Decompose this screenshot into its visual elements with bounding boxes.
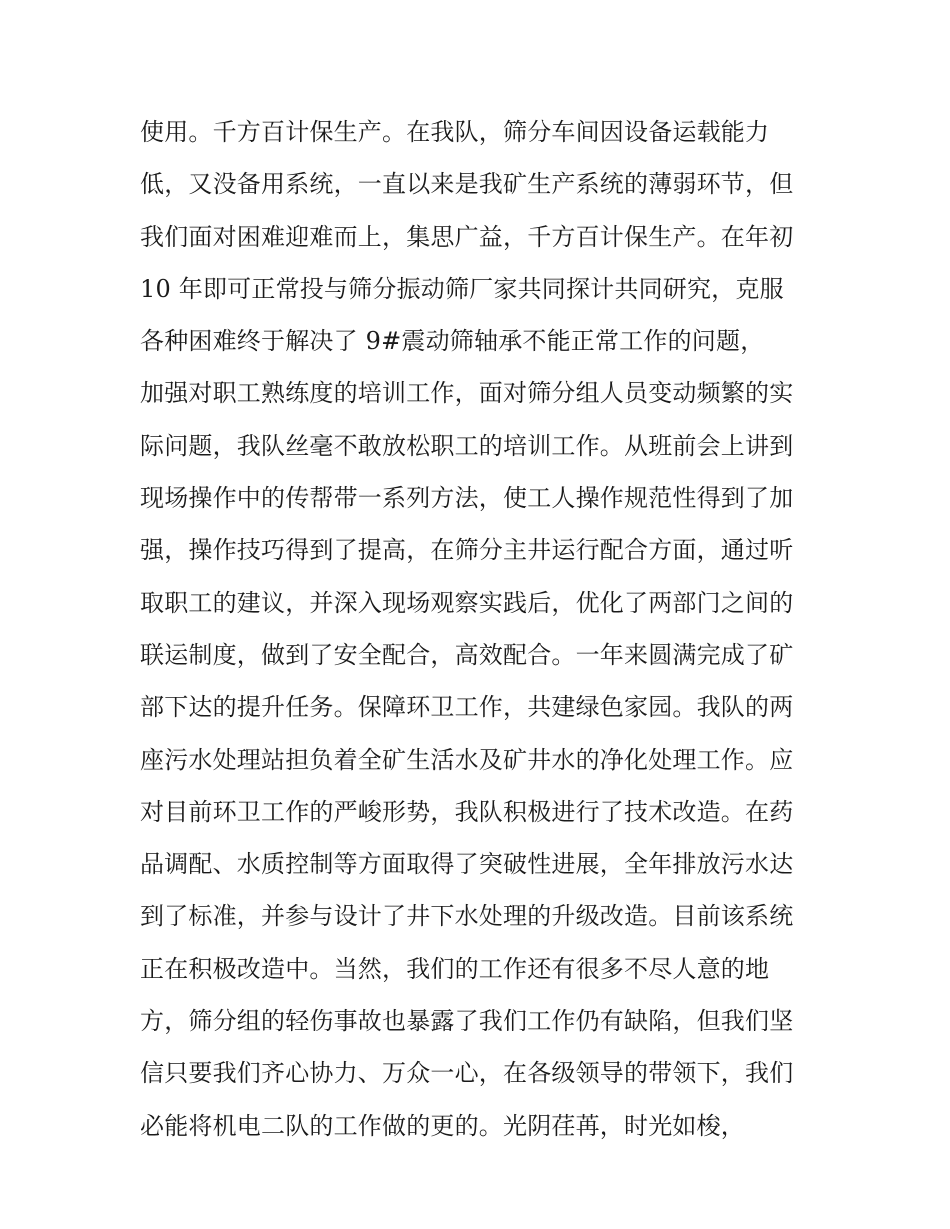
text-line-14: 对目前环卫工作的严峻形势，我队积极进行了技术改造。在药 [140, 797, 794, 826]
text-line-20: 必能将机电二队的工作做的更的。光阴荏苒，时光如梭， [140, 1111, 745, 1140]
text-line-4: 10 年即可正常投与筛分振动筛厂家共同探计共同研究，克服 [140, 274, 784, 303]
text-line-9: 强，操作技巧得到了提高，在筛分主井运行配合方面，通过听 [140, 536, 794, 565]
body-text [140, 106, 830, 1152]
text-line-16: 到了标准，并参与设计了井下水处理的升级改造。目前该系统 [140, 902, 794, 931]
text-line-10: 取职工的建议，并深入现场观察实践后，优化了两部门之间的 [140, 588, 794, 617]
text-line-8: 现场操作中的传帮带一系列方法，使工人操作规范性得到了加 [140, 484, 794, 513]
text-line-7: 际问题，我队丝毫不敢放松职工的培训工作。从班前会上讲到 [140, 431, 794, 460]
text-line-6: 加强对职工熟练度的培训工作，面对筛分组人员变动频繁的实 [140, 379, 794, 408]
text-line-17: 正在积极改造中。当然，我们的工作还有很多不尽人意的地 [140, 954, 770, 983]
text-line-19: 信只要我们齐心协力、万众一心，在各级领导的带领下，我们 [140, 1059, 794, 1088]
text-line-2: 低，又没备用系统，一直以来是我矿生产系统的薄弱环节，但 [140, 170, 794, 199]
text-line-11: 联运制度，做到了安全配合，高效配合。一年来圆满完成了矿 [140, 640, 794, 669]
text-line-13: 座污水处理站担负着全矿生活水及矿井水的净化处理工作。应 [140, 745, 794, 774]
text-line-1: 使用。千方百计保生产。在我队，筛分车间因设备运载能力 [140, 118, 770, 146]
text-line-15: 品调配、水质控制等方面取得了突破性进展，全年排放污水达 [140, 850, 794, 879]
text-line-12: 部下达的提升任务。保障环卫工作，共建绿色家园。我队的两 [140, 693, 794, 722]
text-line-3: 我们面对困难迎难而上，集思广益，千方百计保生产。在年初 [140, 222, 794, 251]
text-line-18: 方，筛分组的轻伤事故也暴露了我们工作仍有缺陷，但我们坚 [140, 1007, 794, 1036]
text-line-5: 各种困难终于解决了 9#震动筛轴承不能正常工作的问题， [140, 327, 765, 356]
